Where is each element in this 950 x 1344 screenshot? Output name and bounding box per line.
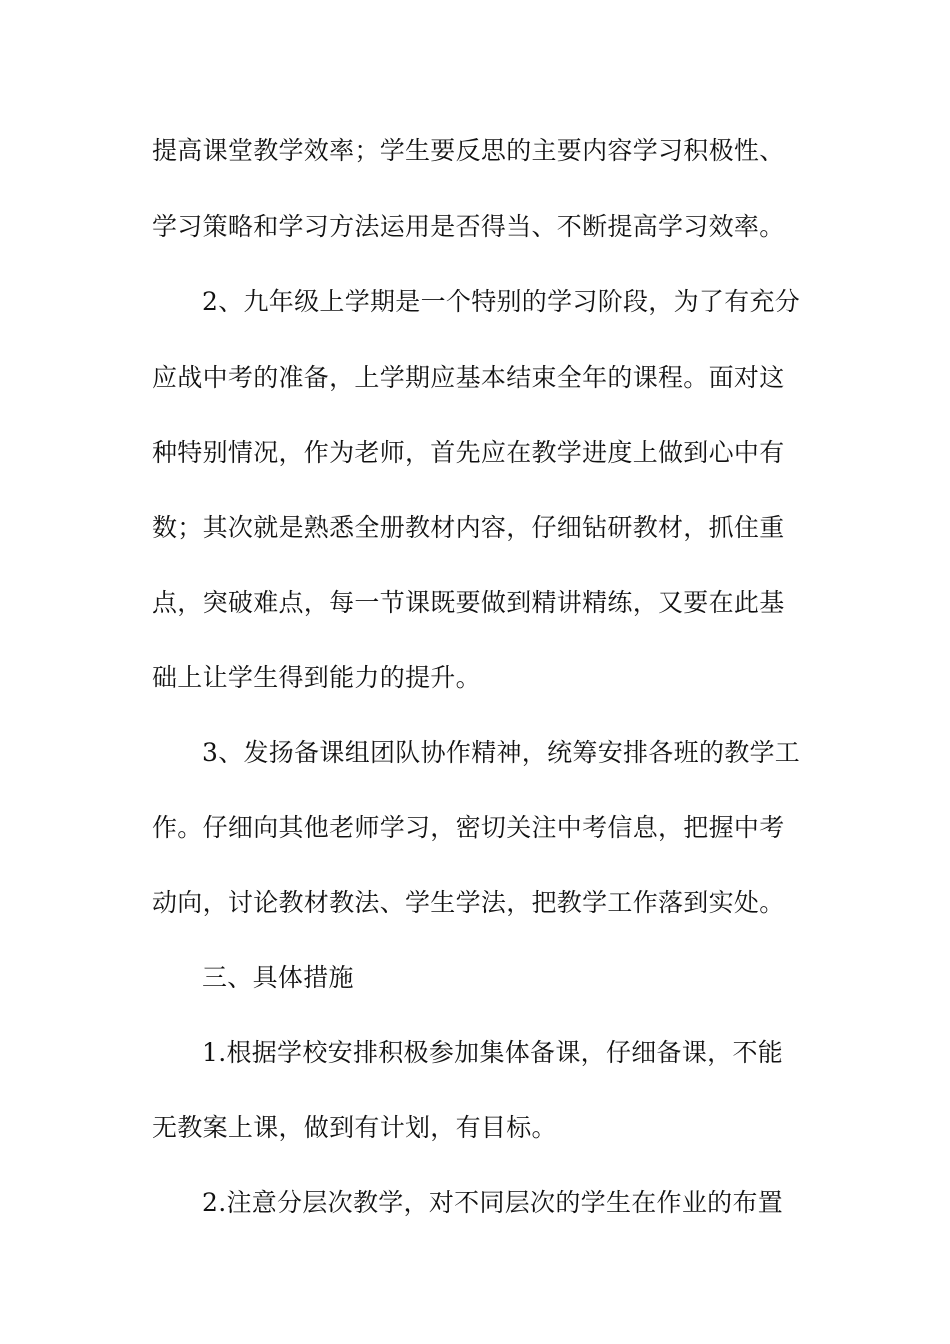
text-line: 础上让学生得到能力的提升。 <box>152 663 481 692</box>
text-line: 数；其次就是熟悉全册教材内容，仔细钻研教材，抓住重 <box>152 513 785 542</box>
text-line: 学习策略和学习方法运用是否得当、不断提高学习效率。 <box>152 212 785 241</box>
text-line: 种特别情况，作为老师，首先应在教学进度上做到心中有 <box>152 438 785 467</box>
text-line: 应战中考的准备，上学期应基本结束全年的课程。面对这 <box>152 363 785 392</box>
section-heading: 三、具体措施 <box>202 963 354 992</box>
paragraph-start-line: 3、发扬备课组团队协作精神，统筹安排各班的教学工 <box>202 738 801 767</box>
paragraph-start-line: 1.根据学校安排积极参加集体备课，仔细备课，不能 <box>202 1038 784 1067</box>
text-line: 作。仔细向其他老师学习，密切关注中考信息，把握中考 <box>152 813 785 842</box>
text-line: 点，突破难点，每一节课既要做到精讲精练，又要在此基 <box>152 588 785 617</box>
text-line: 提高课堂教学效率；学生要反思的主要内容学习积极性、 <box>152 136 785 165</box>
paragraph-start-line: 2、九年级上学期是一个特别的学习阶段，为了有充分 <box>202 287 801 316</box>
paragraph-start-line: 2.注意分层次教学，对不同层次的学生在作业的布置 <box>202 1188 784 1217</box>
text-line: 动向，讨论教材教法、学生学法，把教学工作落到实处。 <box>152 888 785 917</box>
text-line: 无教案上课，做到有计划，有目标。 <box>152 1113 557 1142</box>
